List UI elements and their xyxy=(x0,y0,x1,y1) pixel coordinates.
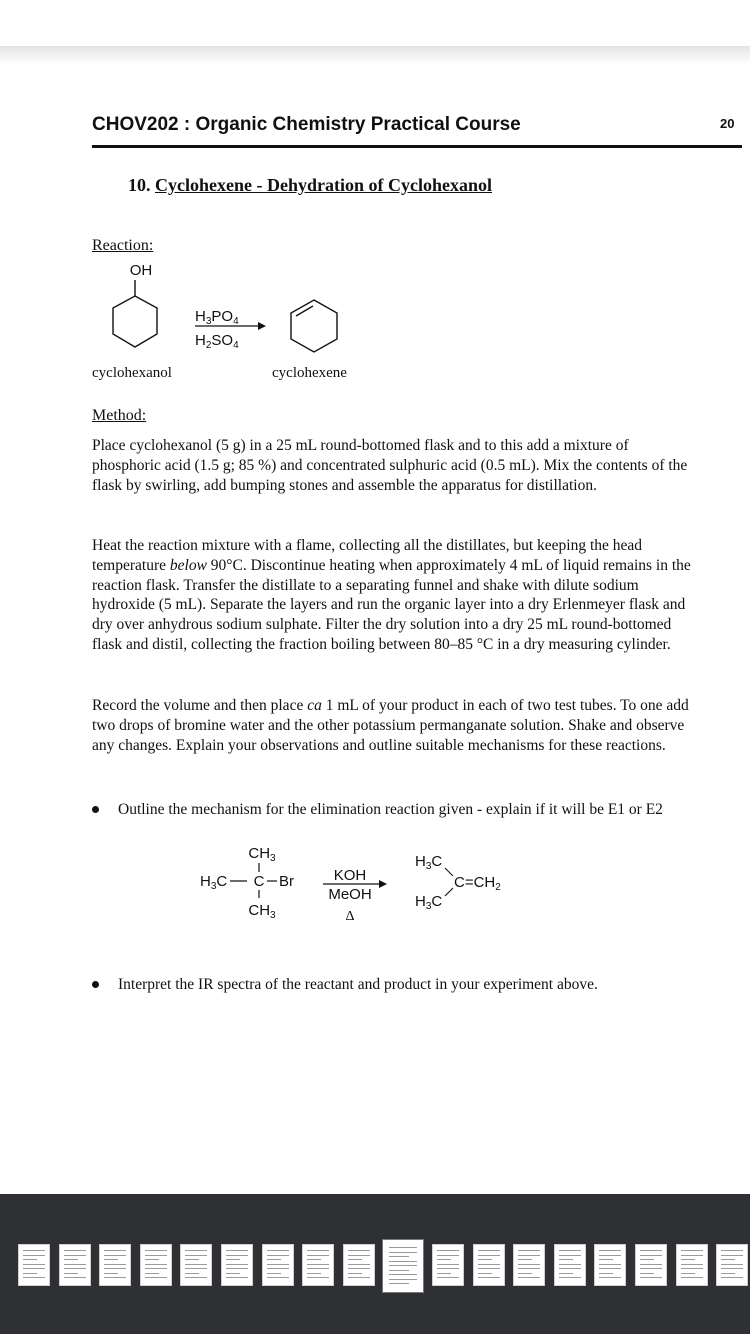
paragraph-2-end: 90°C. Discontinue heating when approximately 4 mL of liquid remains in the reaction flask. Transfer the distillate to a separating funnel and shake with dilute sodium hydroxide (5 mL). Separate the layers and run the organic layer into a dry Erlenmeyer flask and dry over anhydrous sodium sulphate. Filter the dry solution into a dry 25 mL round-bottomed flask and distil, collecting the fraction boiling between 80–85 °C in a dry measuring cylinder. xyxy=(92,556,691,653)
thumbnail-text-line xyxy=(104,1264,126,1265)
page-thumbnail[interactable] xyxy=(59,1244,91,1286)
thumbnail-text-line xyxy=(185,1259,199,1260)
thumbnail-text-line xyxy=(267,1277,289,1278)
bottom-methyl-label: $CH_3$ xyxy=(248,902,276,921)
page-thumbnail-strip[interactable] xyxy=(0,1240,750,1292)
thumbnail-text-line xyxy=(145,1250,167,1251)
product-caption: cyclohexene xyxy=(272,365,347,381)
thumbnail-text-line xyxy=(721,1268,743,1269)
thumbnail-text-line xyxy=(559,1250,581,1251)
product-upper-methyl: $H_3C$ xyxy=(415,853,443,872)
thumbnail-text-line xyxy=(518,1273,532,1274)
thumbnail-text-line xyxy=(185,1250,207,1251)
thumbnail-text-line xyxy=(640,1250,662,1251)
thumbnail-text-line xyxy=(599,1268,621,1269)
thumbnail-text-line xyxy=(389,1283,409,1284)
method-paragraph-3 xyxy=(92,696,692,755)
thumbnail-text-line xyxy=(64,1250,86,1251)
thumbnail-text-line xyxy=(389,1256,409,1257)
thumbnail-text-line xyxy=(348,1255,370,1256)
reagent-meoh: MeOH xyxy=(328,886,372,903)
thumbnail-text-line xyxy=(681,1268,703,1269)
reagent-h3po4: $H_3PO_4$ xyxy=(195,308,239,327)
thumbnail-text-line xyxy=(599,1259,613,1260)
page-thumbnail[interactable] xyxy=(140,1244,172,1286)
thumbnail-text-line xyxy=(559,1277,581,1278)
thumbnail-text-line xyxy=(185,1268,207,1269)
thumbnail-text-line xyxy=(640,1277,662,1278)
thumbnail-text-line xyxy=(226,1277,248,1278)
page-header-title: CHOV202 : Organic Chemistry Practical Course xyxy=(92,114,521,135)
thumbnail-text-line xyxy=(185,1273,199,1274)
page-thumbnail[interactable] xyxy=(554,1244,586,1286)
thumbnail-text-line xyxy=(559,1268,581,1269)
thumbnail-text-line xyxy=(145,1277,167,1278)
thumbnail-text-line xyxy=(226,1264,248,1265)
thumbnail-text-line xyxy=(226,1250,248,1251)
thumbnail-text-line xyxy=(145,1255,167,1256)
thumbnail-text-line xyxy=(145,1259,159,1260)
thumbnail-text-line xyxy=(267,1268,289,1269)
thumbnail-text-line xyxy=(145,1273,159,1274)
thumbnail-text-line xyxy=(307,1273,321,1274)
thumbnail-text-line xyxy=(348,1250,370,1251)
reactant-caption: cyclohexanol xyxy=(92,365,172,381)
thumbnail-text-line xyxy=(389,1252,417,1253)
thumbnail-text-line xyxy=(640,1273,654,1274)
thumbnail-text-line xyxy=(478,1277,500,1278)
thumbnail-text-line xyxy=(104,1268,126,1269)
thumbnail-text-line xyxy=(267,1255,289,1256)
thumbnail-text-line xyxy=(518,1277,540,1278)
thumbnail-text-line xyxy=(307,1255,329,1256)
left-methyl-label: $H_3C$ xyxy=(200,873,228,892)
thumbnail-text-line xyxy=(559,1259,573,1260)
thumbnail-text-line xyxy=(437,1268,459,1269)
thumbnail-text-line xyxy=(518,1264,540,1265)
section-title xyxy=(128,175,492,196)
viewer-top-bar xyxy=(0,0,750,46)
thumbnail-text-line xyxy=(104,1277,126,1278)
thumbnail-text-line xyxy=(64,1264,86,1265)
thumbnail-text-line xyxy=(307,1277,329,1278)
thumbnail-text-line xyxy=(348,1259,362,1260)
thumbnail-text-line xyxy=(104,1259,118,1260)
thumbnail-text-line xyxy=(478,1255,500,1256)
thumbnail-text-line xyxy=(185,1255,207,1256)
thumbnail-text-line xyxy=(681,1264,703,1265)
thumbnail-text-line xyxy=(307,1259,321,1260)
thumbnail-text-line xyxy=(307,1250,329,1251)
bullet-text-mechanism: Outline the mechanism for the elimination reaction given - explain if it will be E1 or E2 xyxy=(118,801,663,818)
thumbnail-text-line xyxy=(185,1264,207,1265)
thumbnail-text-line xyxy=(267,1259,281,1260)
page-thumbnail[interactable] xyxy=(432,1244,464,1286)
bullet-dot xyxy=(92,806,99,813)
thumbnail-text-line xyxy=(721,1255,743,1256)
thumbnail-text-line xyxy=(185,1277,207,1278)
thumbnail-text-line xyxy=(681,1255,703,1256)
page-thumbnail[interactable] xyxy=(18,1244,50,1286)
thumbnail-text-line xyxy=(64,1268,86,1269)
page-thumbnail[interactable] xyxy=(676,1244,708,1286)
cyclohexene-ring xyxy=(291,300,337,352)
thumbnail-text-line xyxy=(64,1273,78,1274)
thumbnail-text-line xyxy=(559,1273,573,1274)
page-thumbnail[interactable] xyxy=(716,1244,748,1286)
paragraph-3-start: Record the volume and then place xyxy=(92,697,304,714)
thumbnail-text-line xyxy=(267,1264,289,1265)
thumbnail-text-line xyxy=(681,1259,695,1260)
thumbnail-text-line xyxy=(518,1255,540,1256)
thumbnail-text-line xyxy=(23,1268,45,1269)
bullet-text-ir-spectra: Interpret the IR spectra of the reactant and product in your experiment above. xyxy=(118,976,598,993)
page-number: 20 xyxy=(720,116,735,131)
thumbnail-text-line xyxy=(681,1250,703,1251)
thumbnail-text-line xyxy=(721,1250,743,1251)
thumbnail-text-line xyxy=(389,1247,417,1248)
thumbnail-text-line xyxy=(348,1277,370,1278)
thumbnail-text-line xyxy=(226,1273,240,1274)
thumbnail-text-line xyxy=(437,1264,459,1265)
thumbnail-text-line xyxy=(267,1250,289,1251)
thumbnail-text-line xyxy=(599,1264,621,1265)
thumbnail-text-line xyxy=(389,1279,417,1280)
thumbnail-text-line xyxy=(23,1273,37,1274)
page-thumbnail[interactable] xyxy=(262,1244,294,1286)
thumbnail-text-line xyxy=(23,1277,45,1278)
thumbnail-text-line xyxy=(721,1259,735,1260)
thumbnail-text-line xyxy=(145,1268,167,1269)
thumbnail-text-line xyxy=(559,1264,581,1265)
thumbnail-text-line xyxy=(226,1255,248,1256)
header-divider xyxy=(92,145,742,148)
thumbnail-text-line xyxy=(389,1261,417,1262)
section-title-text: Cyclohexene - Dehydration of Cyclohexanol xyxy=(155,175,492,195)
thumbnail-text-line xyxy=(437,1277,459,1278)
thumbnail-text-line xyxy=(64,1277,86,1278)
page-thumbnail[interactable] xyxy=(343,1244,375,1286)
thumbnail-text-line xyxy=(599,1250,621,1251)
thumbnail-text-line xyxy=(348,1268,370,1269)
thumbnail-text-line xyxy=(145,1264,167,1265)
page-thumbnail[interactable] xyxy=(513,1244,545,1286)
page-thumbnail[interactable] xyxy=(99,1244,131,1286)
thumbnail-text-line xyxy=(348,1264,370,1265)
thumbnail-text-line xyxy=(599,1273,613,1274)
thumbnail-text-line xyxy=(640,1255,662,1256)
thumbnail-text-line xyxy=(437,1259,451,1260)
page-thumbnail[interactable] xyxy=(221,1244,253,1286)
reaction-label: Reaction: xyxy=(92,237,154,254)
thumbnail-text-line xyxy=(389,1270,409,1271)
thumbnail-text-line xyxy=(23,1264,45,1265)
thumbnail-text-line xyxy=(64,1259,78,1260)
thumbnail-text-line xyxy=(64,1255,86,1256)
reagent-koh: KOH xyxy=(333,867,367,884)
thumbnail-text-line xyxy=(478,1259,492,1260)
thumbnail-text-line xyxy=(518,1259,532,1260)
bromine-label: Br xyxy=(279,873,294,890)
thumbnail-text-line xyxy=(104,1273,118,1274)
reagent-h2so4: $H_2SO_4$ xyxy=(195,332,239,351)
paragraph-2-start: Heat the reaction mixture with a flame, collecting all the distillates, but keeping the head temperature xyxy=(92,537,643,574)
method-label: Method: xyxy=(92,407,147,424)
thumbnail-text-line xyxy=(681,1273,695,1274)
page-thumbnail[interactable] xyxy=(302,1244,334,1286)
page-thumbnail[interactable] xyxy=(594,1244,626,1286)
hydroxyl-label: OH xyxy=(129,262,153,279)
thumbnail-text-line xyxy=(478,1273,492,1274)
product-alkene: $C=CH_2$ xyxy=(454,874,501,893)
top-methyl-label: $CH_3$ xyxy=(248,845,276,864)
thumbnail-text-line xyxy=(721,1273,735,1274)
paragraph-3-end: 1 mL of your product in each of two test tubes. To one add two drops of bromine water and the other potassium permanganate solution. Shake and observe any changes. Explain your observations and outline suitable mechanisms for these reactions. xyxy=(92,697,689,754)
thumbnail-text-line xyxy=(640,1264,662,1265)
thumbnail-text-line xyxy=(599,1277,621,1278)
thumbnail-text-line xyxy=(478,1268,500,1269)
thumbnail-text-line xyxy=(389,1274,417,1275)
heat-symbol: Δ xyxy=(345,909,355,924)
thumbnail-text-line xyxy=(559,1255,581,1256)
thumbnail-text-line xyxy=(23,1255,45,1256)
thumbnail-text-line xyxy=(23,1250,45,1251)
thumbnail-text-line xyxy=(437,1255,459,1256)
method-paragraph-2 xyxy=(92,536,692,655)
thumbnail-text-line xyxy=(226,1259,240,1260)
central-carbon-label: C xyxy=(253,873,265,890)
thumbnail-text-line xyxy=(437,1250,459,1251)
thumbnail-text-line xyxy=(640,1268,662,1269)
thumbnail-text-line xyxy=(226,1268,248,1269)
thumbnail-text-line xyxy=(307,1268,329,1269)
paragraph-2-emphasis: below xyxy=(169,556,207,574)
thumbnail-text-line xyxy=(348,1273,362,1274)
cyclohexanol-reaction-scheme xyxy=(100,258,360,358)
page-thumbnail[interactable] xyxy=(635,1244,667,1286)
thumbnail-text-line xyxy=(721,1264,743,1265)
page-thumbnail-active[interactable] xyxy=(383,1240,423,1292)
bullet-dot xyxy=(92,981,99,988)
elimination-reaction-scheme xyxy=(195,840,535,930)
thumbnail-text-line xyxy=(478,1264,500,1265)
cyclohexanol-ring xyxy=(113,296,157,347)
thumbnail-text-line xyxy=(640,1259,654,1260)
thumbnail-text-line xyxy=(104,1255,126,1256)
page-thumbnail[interactable] xyxy=(180,1244,212,1286)
viewer-top-shadow xyxy=(0,46,750,64)
thumbnail-text-line xyxy=(267,1273,281,1274)
thumbnail-text-line xyxy=(23,1259,37,1260)
section-number: 10. xyxy=(128,175,151,195)
paragraph-3-emphasis: ca xyxy=(307,697,322,714)
thumbnail-text-line xyxy=(599,1255,621,1256)
thumbnail-text-line xyxy=(518,1268,540,1269)
thumbnail-text-line xyxy=(389,1265,417,1266)
thumbnail-text-line xyxy=(681,1277,703,1278)
page-thumbnail[interactable] xyxy=(473,1244,505,1286)
thumbnail-text-line xyxy=(518,1250,540,1251)
thumbnail-text-line xyxy=(437,1273,451,1274)
product-lower-methyl: $H_3C$ xyxy=(415,893,443,912)
thumbnail-text-line xyxy=(307,1264,329,1265)
thumbnail-text-line xyxy=(721,1277,743,1278)
method-paragraph-1: Place cyclohexanol (5 g) in a 25 mL round-bottomed flask and to this add a mixture of phosphoric acid (1.5 g; 85 %) and concentrated sulphuric acid (0.5 mL). Mix the contents of the flask by swirling, add bumping stones and assemble the apparatus for distillation. xyxy=(92,437,688,494)
thumbnail-text-line xyxy=(478,1250,500,1251)
thumbnail-text-line xyxy=(104,1250,126,1251)
